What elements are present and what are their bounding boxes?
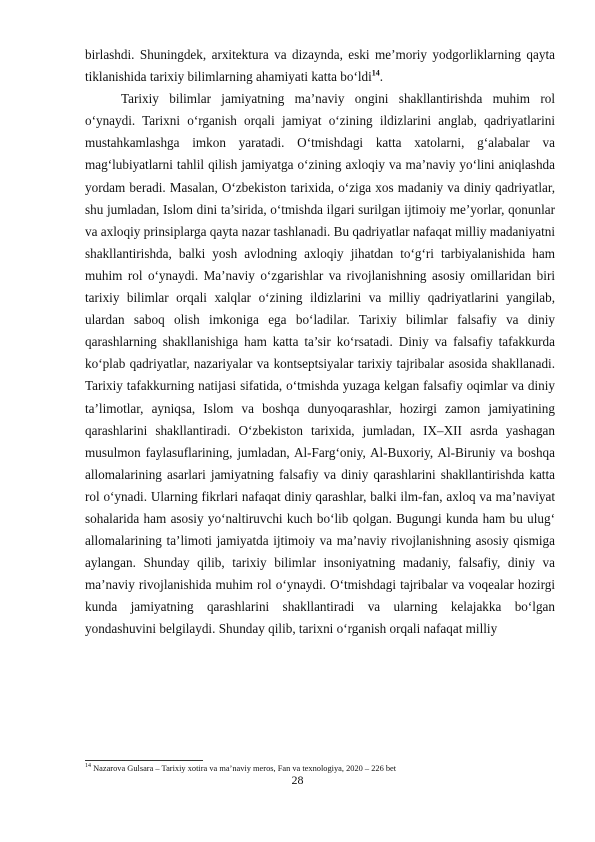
page-number: 28: [291, 773, 304, 787]
paragraph-1-text: birlashdi. Shuningdek, arxitektura va dizaynda, eski me’moriy yodgorliklarning qayta tiklanishida tarixiy bilimlarning ahamiyati katta bo‘ldi: [85, 47, 555, 85]
paragraph-1: [85, 44, 555, 88]
footnote-text: Nazarova Gulsara – Tarixiy xotira va ma’naviy meros, Fan va texnologiya, 2020 – 226 bet: [91, 764, 397, 773]
paragraph-1-end: .: [379, 69, 384, 85]
footnote-divider: [85, 760, 203, 761]
footnote-mark: 14: [85, 763, 91, 770]
body-text: [85, 44, 555, 641]
paragraph-2: Tarixiy bilimlar jamiyatning ma’naviy ongini shakllantirishda muhim rol o‘ynaydi. Tarixni o‘rganish orqali jamiyat o‘zining ildizlarini anglab, qadriyatlarini mustahkamlashga imkon yaratadi. O‘tmishdagi katta xatolarni, g‘alabalar va mag‘lubiyatlarni tahlil qilish jamiyatga o‘zining axloqiy va ma’naviy yo‘lini aniqlashda yordam beradi. Masalan, O‘zbekiston tarixida, o‘ziga xos madaniy va diniy qadriyatlar, shu jumladan, Islom dini ta’sirida, o‘tmishda ilgari surilgan ijtimoiy me’yorlar, qonunlar va axloqiy prinsiplarga qayta nazar tashlanadi. Bu qadriyatlar nafaqat milliy madaniyatni shakllantirishda, balki yosh avlodning axloqiy jihatdan to‘g‘ri tarbiyalanishida ham muhim rol o‘ynaydi. Ma’naviy o‘zgarishlar va rivojlanishning asosiy omillaridan biri tarixiy bilimlar orqali xalqlar o‘zining ildizlarini va milliy qadriyatlarini yangilab, ulardan saboq olish imkoniga ega bo‘ladilar. Tarixiy bilimlar falsafiy va diniy qarashlarning shakllanishiga ham katta ta’sir ko‘rsatadi. Diniy va falsafiy tafakkurda ko‘plab qadriyatlar, nazariyalar va kontseptsiyalar tarixiy tajribalar asosida shakllanadi. Tarixiy tafakkurning natijasi sifatida, o‘tmishda yuzaga kelgan falsafiy oqimlar va diniy ta’limotlar, ayniqsa, Islom va boshqa dunyoqarashlar, hozirgi zamon jamiyatining qarashlarini shakllantiradi. O‘zbekiston tarixida, jumladan, IX–XII asrda yashagan musulmon faylasuflarining, jumladan, Al-Farg‘oniy, Al-Buxoriy, Al-Biruniy va boshqa allomalarining asarlari jamiyatning falsafiy va diniy qarashlarini shakllantirishda katta rol o‘ynadi. Ularning fikrlari nafaqat diniy qarashlar, balki ilm-fan, axloq va ma’naviyat sohalarida ham asosiy yo‘naltiruvchi kuch bo‘lib qolgan. Bugungi kunda ham bu ulug‘ allomalarining ta’limoti jamiyatda ijtimoiy va ma’naviy rivojlanishning asosiy qismiga aylangan. Shunday qilib, tarixiy bilimlar insoniyatning madaniy, falsafiy, diniy va ma’naviy rivojlanishida muhim rol o‘ynaydi. O‘tmishdagi tajribalar va voqealar hozirgi kunda jamiyatning qarashlarini shakllantiradi va ularning kelajakka bo‘lgan yondashuvini belgilaydi. Shunday qilib, tarixni o‘rganish orqali nafaqat milliy: [85, 91, 555, 637]
footnote-reference: 14: [371, 68, 380, 78]
